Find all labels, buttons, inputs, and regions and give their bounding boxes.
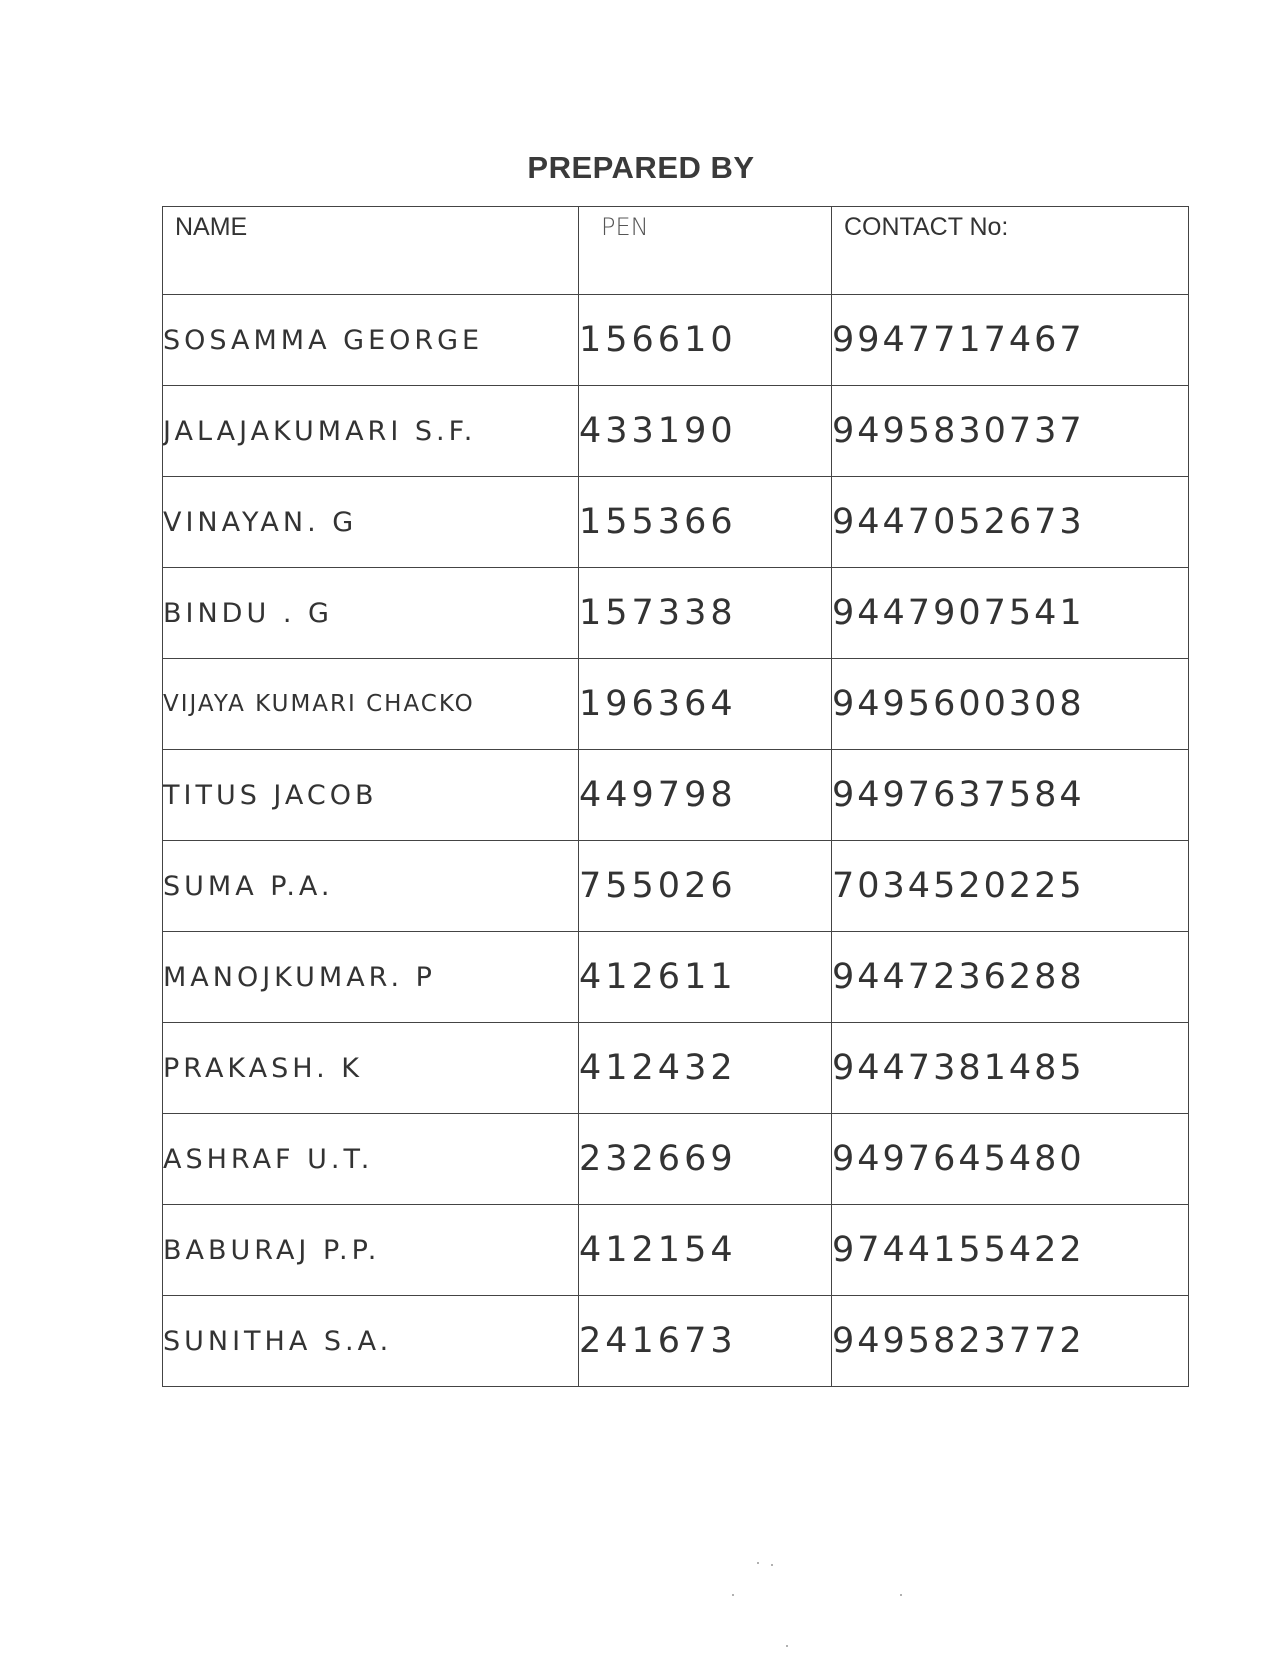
- pen-cell: 412611: [579, 932, 832, 1023]
- name-cell: ASHRAF U.T.: [163, 1114, 579, 1205]
- contact-cell: 9947717467: [832, 295, 1189, 386]
- name-cell: SOSAMMA GEORGE: [163, 295, 579, 386]
- pen-cell: 196364: [579, 659, 832, 750]
- table-row: [163, 932, 1189, 1023]
- name-cell: VIJAYA KUMARI CHACKO: [163, 659, 579, 750]
- contact-cell: 9495600308: [832, 659, 1189, 750]
- table-row: [163, 1114, 1189, 1205]
- scan-speck: [771, 1564, 773, 1566]
- scan-speck: [757, 1562, 759, 1564]
- name-cell: BABURAJ P.P.: [163, 1205, 579, 1296]
- page-title: PREPARED BY: [527, 150, 755, 185]
- staff-table: [162, 206, 1189, 1387]
- column-header-contact: CONTACT No:: [832, 207, 1189, 295]
- pen-cell: 412432: [579, 1023, 832, 1114]
- pen-cell: 433190: [579, 386, 832, 477]
- scan-speck: [786, 1645, 788, 1647]
- name-cell: SUMA P.A.: [163, 841, 579, 932]
- contact-cell: 9447052673: [832, 477, 1189, 568]
- name-cell: TITUS JACOB: [163, 750, 579, 841]
- contact-cell: 9744155422: [832, 1205, 1189, 1296]
- table-row: [163, 386, 1189, 477]
- column-header-pen: PEN: [579, 207, 832, 295]
- pen-cell: 156610: [579, 295, 832, 386]
- name-cell: MANOJKUMAR. P: [163, 932, 579, 1023]
- pen-cell: 155366: [579, 477, 832, 568]
- pen-cell: 412154: [579, 1205, 832, 1296]
- contact-cell: 9495823772: [832, 1296, 1189, 1387]
- contact-cell: 7034520225: [832, 841, 1189, 932]
- table-row: [163, 568, 1189, 659]
- scan-speck: [900, 1594, 902, 1596]
- contact-cell: 9495830737: [832, 386, 1189, 477]
- contact-cell: 9447907541: [832, 568, 1189, 659]
- table-row: [163, 295, 1189, 386]
- name-cell: JALAJAKUMARI S.F.: [163, 386, 579, 477]
- contact-cell: 9497637584: [832, 750, 1189, 841]
- scan-speck: [732, 1594, 734, 1596]
- column-header-name: NAME: [163, 207, 579, 295]
- name-cell: VINAYAN. G: [163, 477, 579, 568]
- name-cell: BINDU . G: [163, 568, 579, 659]
- table-row: [163, 1205, 1189, 1296]
- table-row: [163, 659, 1189, 750]
- table-row: [163, 477, 1189, 568]
- contact-cell: 9497645480: [832, 1114, 1189, 1205]
- pen-cell: 449798: [579, 750, 832, 841]
- pen-cell: 241673: [579, 1296, 832, 1387]
- table-row: [163, 1023, 1189, 1114]
- pen-cell: 755026: [579, 841, 832, 932]
- contact-cell: 9447236288: [832, 932, 1189, 1023]
- contact-cell: 9447381485: [832, 1023, 1189, 1114]
- name-cell: SUNITHA S.A.: [163, 1296, 579, 1387]
- pen-cell: 232669: [579, 1114, 832, 1205]
- table-row: [163, 841, 1189, 932]
- table-row: [163, 750, 1189, 841]
- table-row: [163, 1296, 1189, 1387]
- pen-cell: 157338: [579, 568, 832, 659]
- name-cell: PRAKASH. K: [163, 1023, 579, 1114]
- table-header-row: [163, 207, 1189, 295]
